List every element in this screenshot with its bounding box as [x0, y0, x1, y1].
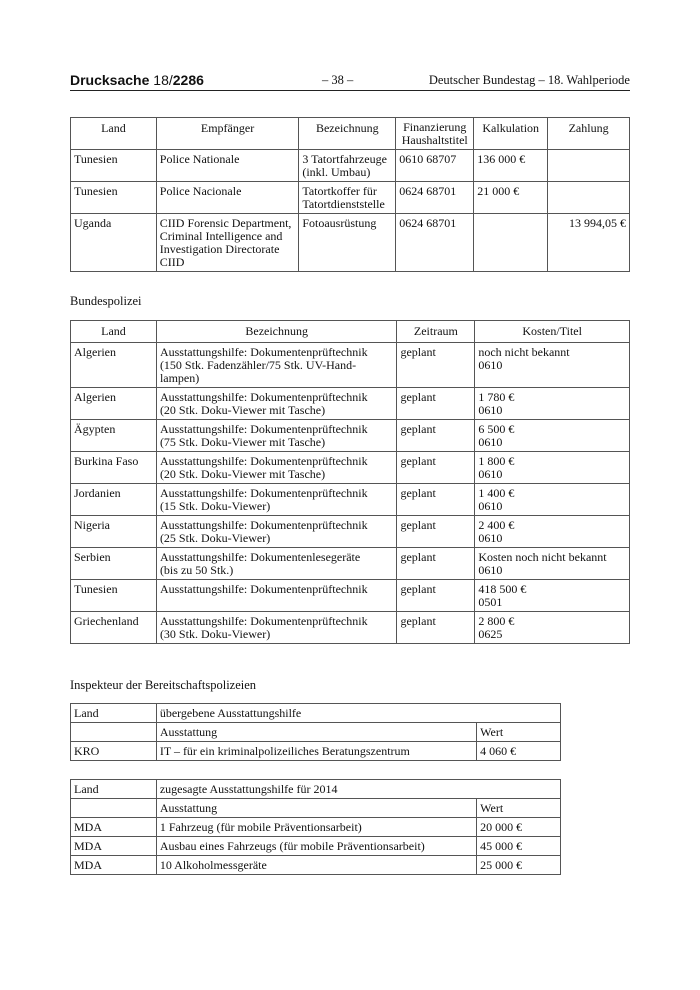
table-cell: geplant — [397, 484, 475, 516]
table-cell: Police Nationale — [156, 150, 299, 182]
table-cell: geplant — [397, 388, 475, 420]
table-cell: 10 Alkoholmessgeräte — [156, 856, 476, 875]
table-cell: Ausstattungshilfe: Dokumentenlesegeräte (bis zu 50 Stk.) — [156, 548, 397, 580]
table-row — [71, 742, 561, 761]
table-cell — [474, 214, 548, 272]
table-cell: 1 Fahrzeug (für mobile Präventionsarbeit) — [156, 818, 476, 837]
table-row — [71, 580, 630, 612]
table-cell: CIID Forensic Department, Criminal Intelligence and Investigation Directorate CIID — [156, 214, 299, 272]
table-cell: 2 400 € 0610 — [475, 516, 630, 548]
delivered-equipment-table — [70, 703, 561, 761]
table-cell: Wert — [477, 723, 561, 742]
table-cell: 20 000 € — [477, 818, 561, 837]
table-cell: Uganda — [71, 214, 157, 272]
bundespolizei-table — [70, 320, 630, 644]
table-cell: Ausstattung — [156, 799, 476, 818]
table-cell: 45 000 € — [477, 837, 561, 856]
table-cell: Police Nacionale — [156, 182, 299, 214]
table-cell: KRO — [71, 742, 157, 761]
table-cell: MDA — [71, 837, 157, 856]
table-row — [71, 548, 630, 580]
column-header: Finanzierung Haushaltstitel — [396, 118, 474, 150]
table-cell — [548, 150, 630, 182]
table-cell: geplant — [397, 580, 475, 612]
table-cell: geplant — [397, 516, 475, 548]
table-cell: 1 800 € 0610 — [475, 452, 630, 484]
table-row — [71, 420, 630, 452]
table-cell: Ausstattungshilfe: Dokumentenprüftechnik (20 Stk. Doku-Viewer mit Tasche) — [156, 452, 397, 484]
table-cell: 13 994,05 € — [548, 214, 630, 272]
column-header: Land — [71, 118, 157, 150]
recipients-table — [70, 117, 630, 272]
page-number: – 38 – — [322, 73, 354, 87]
table-row — [71, 343, 630, 388]
table-cell: Ausstattung — [156, 723, 476, 742]
table-row — [71, 484, 630, 516]
table-cell: 21 000 € — [474, 182, 548, 214]
section-heading-inspekteur: Inspekteur der Bereitschaftspolizeien — [70, 678, 257, 692]
table-cell: Serbien — [71, 548, 157, 580]
table-row — [71, 837, 561, 856]
table-cell: 418 500 € 0501 — [475, 580, 630, 612]
table-cell: Griechenland — [71, 612, 157, 644]
table-cell: 25 000 € — [477, 856, 561, 875]
table-row — [71, 182, 630, 214]
table-header-row — [71, 780, 561, 799]
table-cell: geplant — [397, 343, 475, 388]
table-cell: Tatortkoffer für Tatortdienststelle — [299, 182, 396, 214]
column-header: Bezeichnung — [299, 118, 396, 150]
table-header-row — [71, 321, 630, 343]
column-header: Zeitraum — [397, 321, 475, 343]
table-row — [71, 388, 630, 420]
table-cell: Ausbau eines Fahrzeugs (für mobile Präventionsarbeit) — [156, 837, 476, 856]
table-row — [71, 214, 630, 272]
table-cell: Ausstattungshilfe: Dokumentenprüftechnik (15 Stk. Doku-Viewer) — [156, 484, 397, 516]
table-cell: Jordanien — [71, 484, 157, 516]
table-cell: übergebene Ausstattungshilfe — [156, 704, 560, 723]
table-row — [71, 516, 630, 548]
table-cell: Ausstattungshilfe: Dokumentenprüftechnik (20 Stk. Doku-Viewer mit Tasche) — [156, 388, 397, 420]
table-cell — [71, 723, 157, 742]
table-cell: geplant — [397, 612, 475, 644]
table-cell: Ausstattungshilfe: Dokumentenprüftechnik (30 Stk. Doku-Viewer) — [156, 612, 397, 644]
column-header: Zahlung — [548, 118, 630, 150]
table-cell: 2 800 € 0625 — [475, 612, 630, 644]
table-header-row — [71, 704, 561, 723]
table-cell: 6 500 € 0610 — [475, 420, 630, 452]
table-row — [71, 818, 561, 837]
table-cell: Ägypten — [71, 420, 157, 452]
table-cell: Tunesien — [71, 580, 157, 612]
table-subheader-row — [71, 723, 561, 742]
table-cell: IT – für ein kriminalpolizeiliches Beratungszentrum — [156, 742, 476, 761]
table-cell: Land — [71, 704, 157, 723]
table-row — [71, 452, 630, 484]
section-heading-bundespolizei: Bundespolizei — [70, 294, 142, 308]
table-row — [71, 612, 630, 644]
table-cell: geplant — [397, 452, 475, 484]
table-cell: MDA — [71, 818, 157, 837]
table-cell: 4 060 € — [477, 742, 561, 761]
column-header: Empfänger — [156, 118, 299, 150]
table-cell: Burkina Faso — [71, 452, 157, 484]
table-cell: 1 400 € 0610 — [475, 484, 630, 516]
table-cell: 0610 68707 — [396, 150, 474, 182]
table-cell: 0624 68701 — [396, 182, 474, 214]
table-cell: Algerien — [71, 388, 157, 420]
table-cell: Ausstattungshilfe: Dokumentenprüftechnik (75 Stk. Doku-Viewer mit Tasche) — [156, 420, 397, 452]
table-cell: 1 780 € 0610 — [475, 388, 630, 420]
promised-equipment-table — [70, 779, 561, 875]
table-cell: 0624 68701 — [396, 214, 474, 272]
table-row — [71, 856, 561, 875]
table-cell: Ausstattungshilfe: Dokumentenprüftechnik (25 Stk. Doku-Viewer) — [156, 516, 397, 548]
table-cell: Ausstattungshilfe: Dokumentenprüftechnik — [156, 580, 397, 612]
table-cell: Nigeria — [71, 516, 157, 548]
table-cell: Wert — [477, 799, 561, 818]
table-cell: geplant — [397, 548, 475, 580]
page-header — [70, 72, 630, 91]
table-cell: MDA — [71, 856, 157, 875]
table-cell — [548, 182, 630, 214]
table-cell: 136 000 € — [474, 150, 548, 182]
document-number: Drucksache 18/2286 — [70, 72, 204, 88]
table-header-row — [71, 118, 630, 150]
table-cell: Fotoausrüstung — [299, 214, 396, 272]
table-cell: Kosten noch nicht bekannt 0610 — [475, 548, 630, 580]
table-cell: Tunesien — [71, 150, 157, 182]
table-cell: Land — [71, 780, 157, 799]
column-header: Bezeichnung — [156, 321, 397, 343]
table-cell: noch nicht bekannt 0610 — [475, 343, 630, 388]
table-cell: Ausstattungshilfe: Dokumentenprüftechnik (150 Stk. Fadenzähler/75 Stk. UV-Hand- lampen) — [156, 343, 397, 388]
column-header: Kosten/Titel — [475, 321, 630, 343]
table-cell — [71, 799, 157, 818]
table-cell: geplant — [397, 420, 475, 452]
table-cell: zugesagte Ausstattungshilfe für 2014 — [156, 780, 560, 799]
column-header: Kalkulation — [474, 118, 548, 150]
table-cell: 3 Tatortfahrzeuge (inkl. Umbau) — [299, 150, 396, 182]
table-subheader-row — [71, 799, 561, 818]
table-row — [71, 150, 630, 182]
header-title: Deutscher Bundestag – 18. Wahlperiode — [428, 73, 630, 87]
table-cell: Algerien — [71, 343, 157, 388]
column-header: Land — [71, 321, 157, 343]
table-cell: Tunesien — [71, 182, 157, 214]
